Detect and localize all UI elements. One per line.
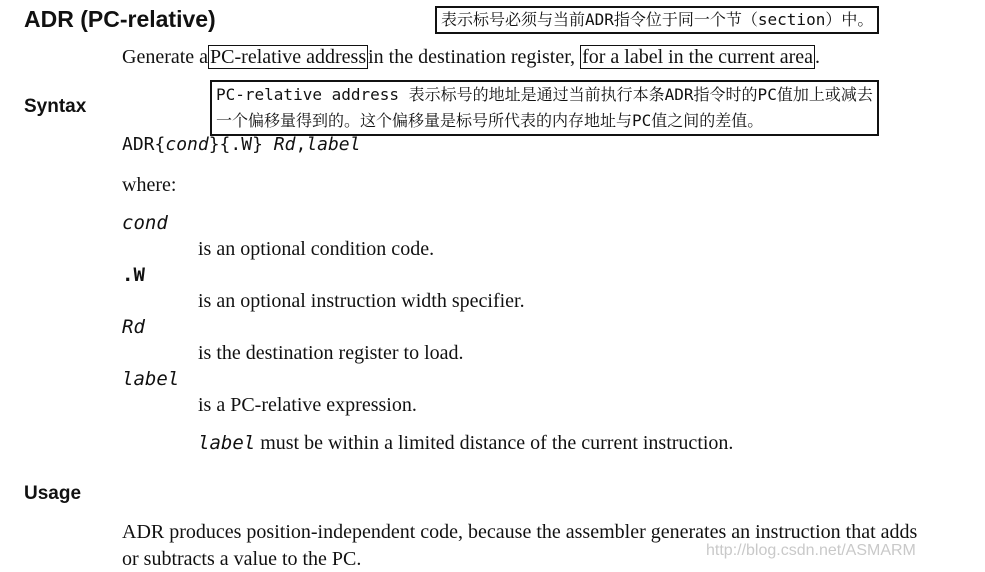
param-desc-width: is an optional instruction width specifier. [198, 290, 525, 312]
param-name-label: label [122, 368, 180, 390]
boxed-label-current-area: for a label in the current area [582, 46, 814, 68]
param-desc-label: is a PC-relative expression. [198, 394, 417, 416]
label-distance-text: must be within a limited distance of the current instruction. [255, 432, 734, 454]
code-adr: ADR{ [122, 134, 166, 155]
pc-note-line-1: PC-relative address 表示标号的地址是通过当前执行本条ADR指令时的PC值加上或减去 [216, 85, 873, 104]
param-name-width: .W [122, 264, 145, 286]
code-comma: , [295, 134, 307, 155]
intro-text-post: . [815, 46, 821, 68]
param-desc-rd: is the destination register to load. [198, 342, 464, 364]
pc-note-line-2: 一个偏移量得到的。这个偏移量是标号所代表的内存地址与PC值之间的差值。 [216, 111, 764, 130]
watermark: http://blog.csdn.net/ASMARM [706, 542, 916, 559]
usage-heading: Usage [24, 483, 82, 504]
param-desc-cond: is an optional condition code. [198, 238, 435, 260]
syntax-code [122, 134, 360, 155]
label-distance-note [198, 432, 733, 455]
intro-line [122, 46, 820, 69]
intro-text-mid: in the destination register, [368, 46, 576, 68]
where-label: where: [122, 174, 177, 196]
label-code: label [198, 432, 256, 454]
intro-text-pre: Generate a [122, 46, 209, 68]
code-rd: Rd [273, 134, 296, 155]
code-label: label [306, 134, 361, 155]
annotation-pc-relative-note [210, 80, 879, 136]
page-title: ADR (PC-relative) [24, 6, 216, 32]
usage-line-1: ADR produces position-independent code, because the assembler generates an instruction that adds [122, 521, 918, 543]
param-name-rd: Rd [122, 316, 145, 338]
usage-line-2: or subtracts a value to the PC. [122, 548, 362, 570]
boxed-pc-relative-address: PC-relative address [210, 46, 367, 68]
param-name-cond: cond [122, 212, 168, 234]
code-cond: cond [165, 134, 209, 155]
syntax-heading: Syntax [24, 96, 87, 117]
code-width: }{.W} [208, 134, 274, 155]
annotation-section-note: 表示标号必须与当前ADR指令位于同一个节（section）中。 [435, 6, 879, 34]
